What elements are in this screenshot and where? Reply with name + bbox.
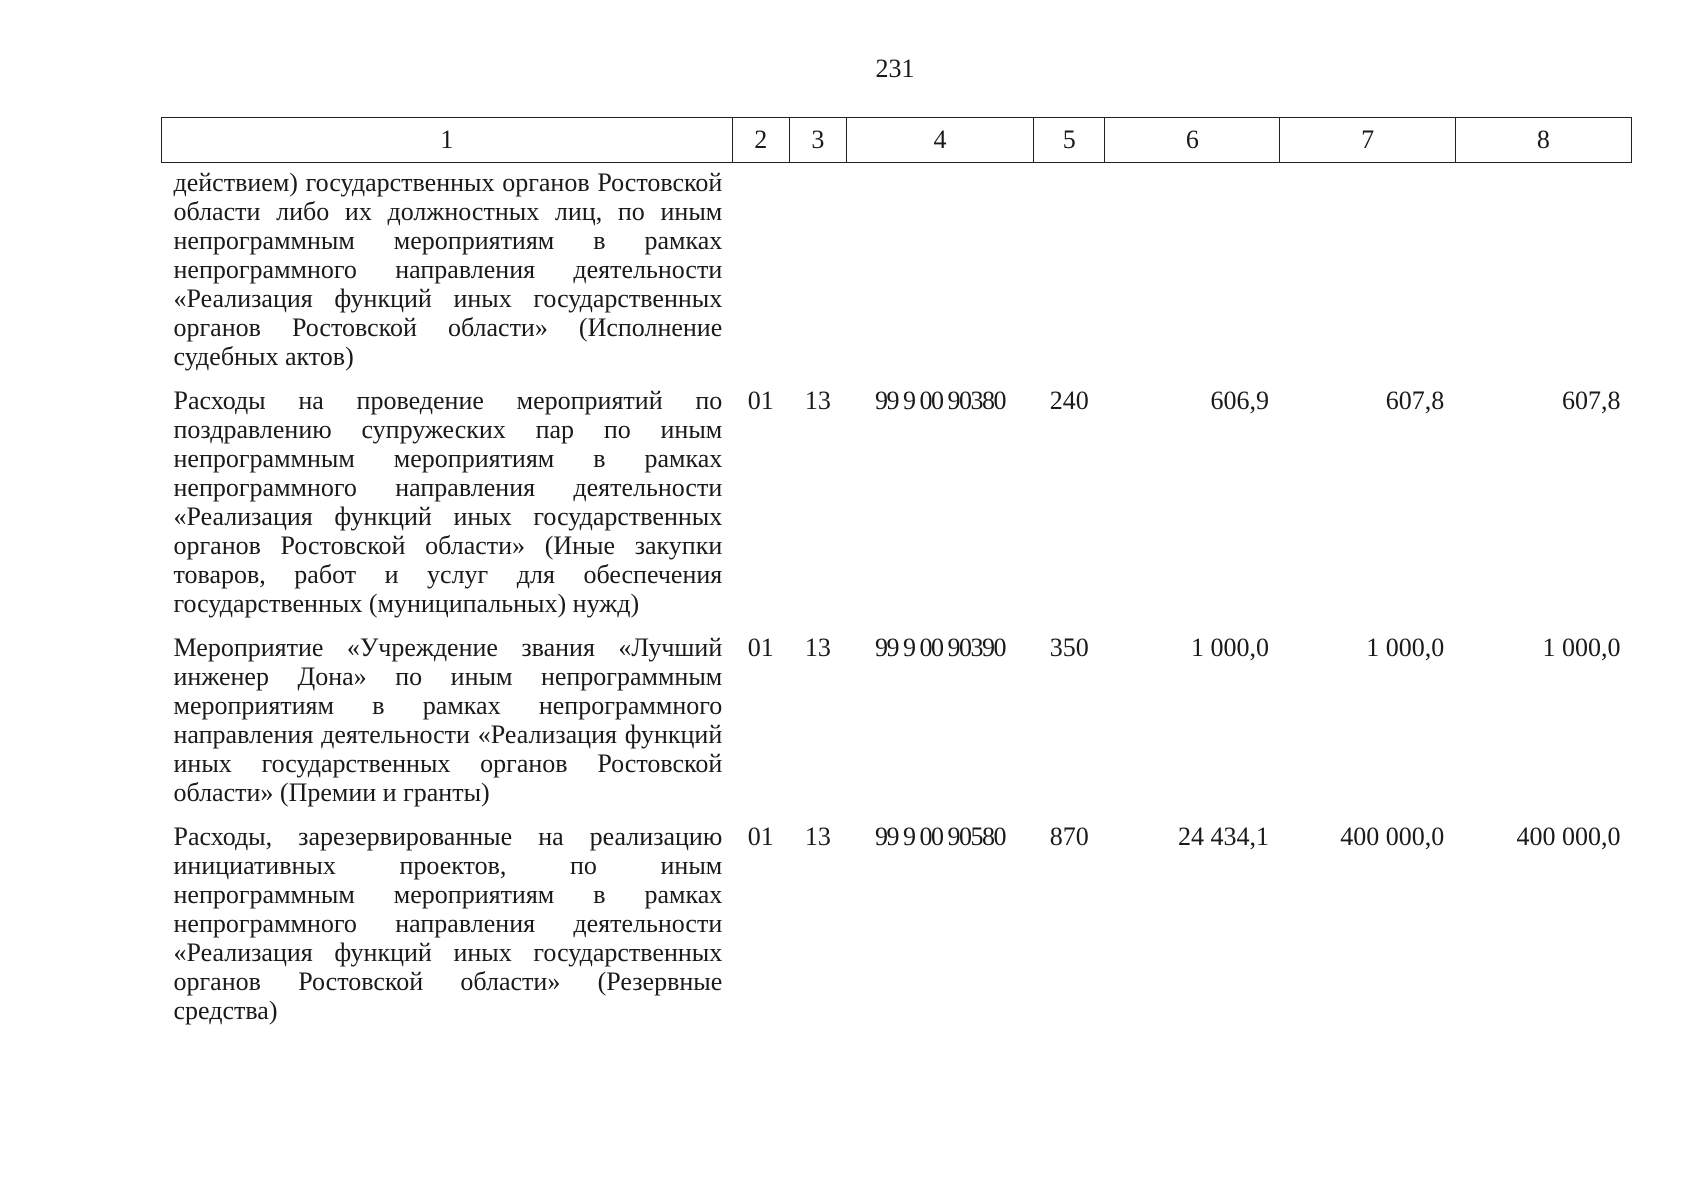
row-amount-year3: 1 000,0 <box>1542 633 1621 662</box>
table-row <box>162 822 1632 1040</box>
table-row <box>162 633 1632 822</box>
row-expense-type: 240 <box>1049 386 1089 415</box>
row-expense-type: 350 <box>1049 633 1089 662</box>
row-amount-year3 <box>1455 163 1631 387</box>
row-description: Мероприятие «Учреждение звания «Лучший инженер Дона» по иным непрограммным мероприятиям в рамках непрограммного направления деятельности «Реализация функций иных государственных органов Ростовской области» (Премии и гранты) <box>173 633 723 807</box>
header-col-5: 5 <box>1034 118 1105 163</box>
row-target-code: 99 9 00 90390 <box>875 633 1006 662</box>
row-expense-type: 870 <box>1049 822 1089 851</box>
row-target-code <box>846 163 1033 387</box>
row-subsection: 13 <box>804 822 831 851</box>
header-col-1: 1 <box>162 118 733 163</box>
row-section: 01 <box>747 633 774 662</box>
row-subsection: 13 <box>804 386 831 415</box>
header-col-3: 3 <box>789 118 846 163</box>
row-amount-year3: 400 000,0 <box>1516 822 1621 851</box>
row-description: Расходы, зарезервированные на реализацию инициативных проектов, по иным непрограммным мероприятиям в рамках непрограммного направления деятельности «Реализация функций иных государственных органов Ростовской области» (Резервные средства) <box>173 822 723 1025</box>
row-subsection <box>789 163 846 387</box>
row-amount-year1: 606,9 <box>1210 386 1269 415</box>
header-row <box>162 118 1632 163</box>
row-amount-year3: 607,8 <box>1562 386 1621 415</box>
table-body <box>162 163 1632 1041</box>
row-amount-year1: 24 434,1 <box>1177 822 1269 851</box>
row-amount-year2: 1 000,0 <box>1366 633 1445 662</box>
row-subsection: 13 <box>804 633 831 662</box>
row-section <box>732 163 789 387</box>
row-amount-year1: 1 000,0 <box>1190 633 1269 662</box>
page-number: 231 <box>875 54 915 83</box>
header-col-4: 4 <box>846 118 1033 163</box>
row-section: 01 <box>747 386 774 415</box>
budget-table-container <box>161 117 1632 1040</box>
row-target-code: 99 9 00 90580 <box>875 822 1006 851</box>
header-col-2: 2 <box>732 118 789 163</box>
budget-table <box>161 117 1632 1040</box>
table-row <box>162 163 1632 387</box>
row-target-code: 99 9 00 90380 <box>875 386 1006 415</box>
table-row <box>162 386 1632 633</box>
row-amount-year2 <box>1280 163 1455 387</box>
row-expense-type <box>1034 163 1105 387</box>
row-amount-year2: 607,8 <box>1385 386 1445 415</box>
header-col-6: 6 <box>1105 118 1280 163</box>
row-description: действием) государственных органов Ростовской области либо их должностных лиц, по иным непрограммным мероприятиям в рамках непрограммного направления деятельности «Реализация функций иных государственных органов Ростовской области» (Исполнение судебных актов) <box>173 168 723 371</box>
header-col-7: 7 <box>1280 118 1455 163</box>
row-amount-year1 <box>1105 163 1280 387</box>
row-section: 01 <box>747 822 774 851</box>
header-col-8: 8 <box>1455 118 1631 163</box>
row-description: Расходы на проведение мероприятий по поздравлению супружеских пар по иным непрограммным мероприятиям в рамках непрограммного направления деятельности «Реализация функций иных государственных органов Ростовской области» (Иные закупки товаров, работ и услуг для обеспечения государственных (муниципальных) нужд) <box>173 386 723 618</box>
table-header <box>162 118 1632 163</box>
row-amount-year2: 400 000,0 <box>1340 822 1445 851</box>
